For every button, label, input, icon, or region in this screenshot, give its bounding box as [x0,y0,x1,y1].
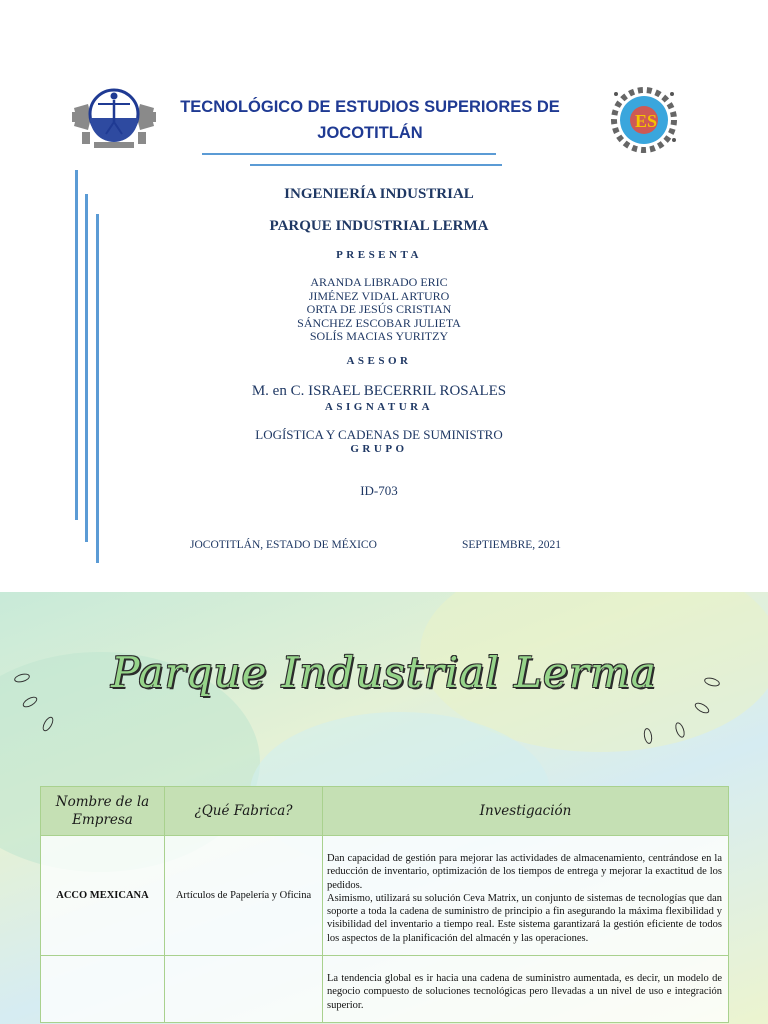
author-name: ORTA DE JESÚS CRISTIAN [306,302,452,316]
company-table [40,786,729,1023]
tesjo-emblem-icon [68,82,160,156]
column-header-product: ¿Qué Fabrica? [165,787,323,836]
product-cell [165,956,323,1023]
author-name: ARANDA LIBRADO ERIC [310,275,448,289]
page-title: Parque Industrial Lerma [111,648,657,697]
research-paragraph: La tendencia global es ir hacia una cadena de suministro aumentada, es decir, un modelo de negocio compuesto de soluciones tecnológicas pero llevadas a un nivel de uso e integración superior. [327,973,722,1011]
table-header-row [41,787,729,836]
advisor-name: M. en C. ISRAEL BECERRIL ROSALES [251,383,507,399]
project-name: PARQUE INDUSTRIAL LERMA [269,218,489,234]
asesor-label: ASESOR [346,355,412,367]
institution-title-line1: TECNOLÓGICO DE ESTUDIOS SUPERIORES DE [180,98,560,116]
author-name: SOLÍS MACIAS YURITZY [309,329,449,343]
column-header-research: Investigación [323,787,729,836]
vertical-rule [96,214,99,563]
author-name: JIMÉNEZ VIDAL ARTURO [308,288,450,303]
gear-logo-icon [604,80,684,160]
research-paragraph: Dan capacidad de gestión para mejorar las actividades de almacenamiento, centrándose en la reducción de inventario, optimización de los tiempos de entrega y mejorar la exactitud de los pedidos. [327,853,722,891]
table-row [41,836,729,956]
author-name: SÁNCHEZ ESCOBAR JULIETA [297,315,461,330]
research-cell [323,956,729,1023]
research-paragraph: Asimismo, utilizará su solución Ceva Matrix, un conjunto de sistemas de tecnologías que dan soporte a toda la cadena de suministro de principio a fin asegurando la máxima flexibilidad y visibilidad del inventario a tiempo real. Este sistema garantizará la gestión eficiente de todos los aspectos de la planificación del almacén y las operaciones. [327,892,722,944]
presenta-label: PRESENTA [336,249,422,261]
company-name-cell [41,956,165,1023]
author-list [170,276,588,344]
product-cell: Artículos de Papelería y Oficina [165,836,323,956]
vertical-rule [75,170,78,520]
asignatura-label: ASIGNATURA [324,401,434,413]
institution-title-line2: JOCOTITLÁN [317,124,423,142]
company-table-page [0,592,768,1024]
title-underline [250,164,502,166]
column-header-company: Nombre de la Empresa [41,787,165,836]
table-row [41,956,729,1023]
svg-text:ES: ES [635,111,658,131]
group-id: ID-703 [360,483,398,498]
vertical-rule [85,194,88,542]
grupo-label: GRUPO [350,443,408,455]
company-name-cell: ACCO MEXICANA [41,836,165,956]
date-text: SEPTIEMBRE, 2021 [462,539,562,551]
title-underline [202,153,496,155]
subject-name: LOGÍSTICA Y CADENAS DE SUMINISTRO [255,427,503,442]
research-cell [323,836,729,956]
career-name: INGENIERÍA INDUSTRIAL [284,186,474,202]
institution-title [170,94,570,146]
location-text: JOCOTITLÁN, ESTADO DE MÉXICO [190,539,377,551]
